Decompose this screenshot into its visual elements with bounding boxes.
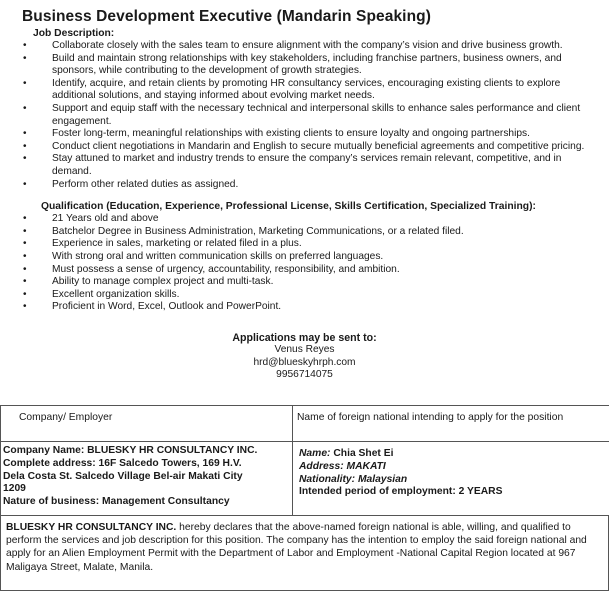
nationality-value: Malaysian	[357, 473, 408, 485]
list-item: • Experience in sales, marketing or related filed in a plus.	[4, 238, 605, 251]
qualification-list	[4, 213, 605, 314]
application-heading: Applications may be sent to:	[232, 331, 377, 344]
name-label: Name:	[299, 448, 331, 459]
company-address-line: Complete address: 16F Salcedo Towers, 169 H.V.	[3, 457, 242, 469]
list-item: • Must possess a sense of urgency, accountability, responsibility, and ambition.	[4, 264, 605, 277]
company-name: Company Name: BLUESKY HR CONSULTANCY INC.	[3, 445, 258, 456]
page-title: Business Development Executive (Mandarin Speaking)	[22, 8, 431, 25]
list-item: • 21 Years old and above	[4, 213, 605, 226]
employer-foreign-national-table	[0, 405, 609, 516]
contact-name: Venus Reyes	[274, 344, 335, 356]
application-contact	[4, 332, 605, 382]
foreign-national-column-header: Name of foreign national intending to apply for the position	[293, 406, 609, 442]
table-row	[1, 442, 609, 516]
employment-period: Intended period of employment: 2 YEARS	[299, 486, 503, 498]
contact-phone: 9956714075	[276, 369, 333, 381]
job-description-list	[4, 40, 605, 191]
name-value: Chia Shet Ei	[333, 448, 394, 459]
list-item: • Proficient in Word, Excel, Outlook and PowerPoint.	[4, 301, 605, 314]
address-label: Address:	[299, 460, 344, 472]
list-item: • Ability to manage complex project and multi-task.	[4, 276, 605, 289]
foreign-national-nationality	[299, 474, 605, 487]
job-description-heading: Job Description:	[33, 28, 115, 39]
nationality-label: Nationality:	[299, 473, 356, 485]
list-item: • Build and maintain strong relationships with key stakeholders, including franchise partners, business owners, and sponsors, while contributing to the development of growth strategies.	[4, 53, 605, 78]
table-header-row	[1, 406, 609, 442]
list-item: • Batchelor Degree in Business Administration, Marketing Communications, or a related filed.	[4, 226, 605, 239]
nature-of-business: Nature of business: Management Consultancy	[3, 496, 230, 508]
address-value: MAKATI	[346, 460, 386, 472]
declaration-statement	[0, 516, 609, 591]
declaration-company: BLUESKY HR CONSULTANCY INC.	[6, 522, 177, 533]
list-item: • Conduct client negotiations in Mandarin and English to secure mutually beneficial agreements and competitive pricing.	[4, 141, 605, 154]
foreign-national-name	[299, 448, 605, 461]
declaration-text: hereby declares that the above-named foreign national is able, willing, and qualified to perform the services and job description for this position. The company has the intention to employ the said foreign national and apply for an Alien Employment Permit with the Department of Labor and Employment -National Capital Region located at 967 Maligaya Street, Malate, Manila.	[6, 522, 587, 573]
list-item: • Stay attuned to market and industry trends to ensure the company’s services remain relevant, competitive, and in demand.	[4, 153, 605, 178]
list-item: • Foster long-term, meaningful relationships with existing clients to ensure loyalty and ongoing partnerships.	[4, 128, 605, 141]
list-item: • Support and equip staff with the necessary technical and interpersonal skills to enhance sales performance and client engagement.	[4, 103, 605, 128]
list-item: • With strong oral and written communication skills on preferred languages.	[4, 251, 605, 264]
employer-column-header: Company/ Employer	[1, 406, 293, 442]
list-item: • Collaborate closely with the sales team to ensure alignment with the company’s vision and drive business growth.	[4, 40, 605, 53]
foreign-national-details	[293, 442, 609, 516]
company-address-line: Dela Costa St. Salcedo Village Bel-air Makati City	[3, 470, 243, 482]
foreign-national-address	[299, 461, 605, 474]
company-address-line: 1209	[3, 483, 26, 495]
contact-email[interactable]: hrd@blueskyhrph.com	[253, 356, 356, 368]
employer-details	[1, 442, 293, 516]
qualification-heading: Qualification (Education, Experience, Professional License, Skills Certification, Specialized Training):	[41, 201, 536, 213]
list-item: • Excellent organization skills.	[4, 289, 605, 302]
list-item: • Perform other related duties as assigned.	[4, 179, 605, 192]
list-item: • Identify, acquire, and retain clients by promoting HR consultancy services, encouraging existing clients to explore additional solutions, and staying informed about evolving market needs.	[4, 78, 605, 103]
